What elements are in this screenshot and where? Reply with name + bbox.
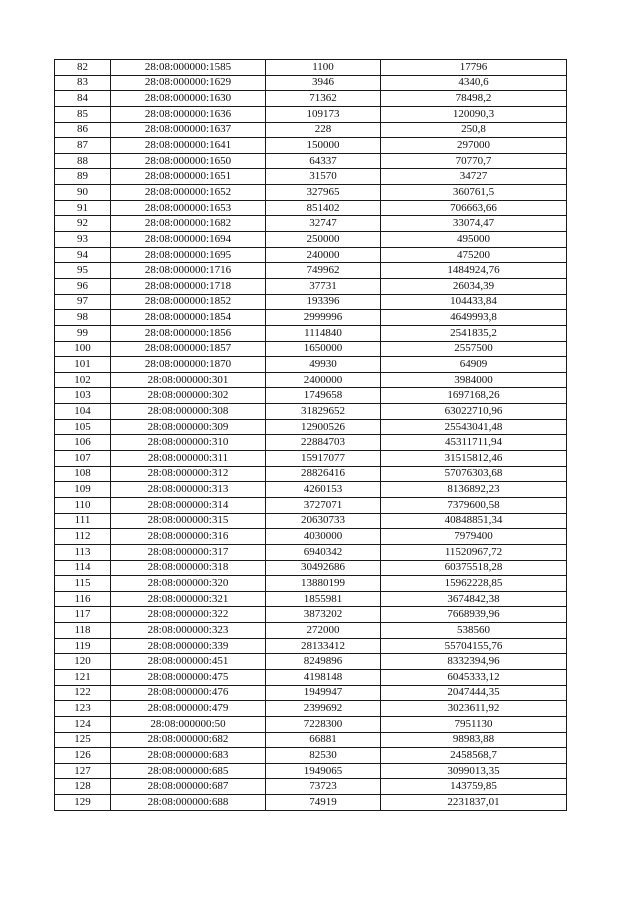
row-number-cell: 122: [55, 685, 111, 701]
cadastral-number-cell: 28:08:000000:311: [111, 451, 266, 467]
table-row: [55, 435, 567, 451]
area-value-cell: 1650000: [266, 341, 381, 357]
cadastral-number-cell: 28:08:000000:309: [111, 419, 266, 435]
amount-value-cell: 475200: [381, 247, 567, 263]
area-value-cell: 22884703: [266, 435, 381, 451]
row-number-cell: 100: [55, 341, 111, 357]
cadastral-number-cell: 28:08:000000:451: [111, 654, 266, 670]
area-value-cell: 12900526: [266, 419, 381, 435]
row-number-cell: 121: [55, 669, 111, 685]
table-row: [55, 404, 567, 420]
row-number-cell: 127: [55, 763, 111, 779]
cadastral-number-cell: 28:08:000000:322: [111, 607, 266, 623]
row-number-cell: 96: [55, 278, 111, 294]
area-value-cell: 1114840: [266, 325, 381, 341]
amount-value-cell: 3674842,38: [381, 591, 567, 607]
table-row: [55, 372, 567, 388]
area-value-cell: 82530: [266, 748, 381, 764]
row-number-cell: 129: [55, 795, 111, 811]
row-number-cell: 83: [55, 75, 111, 91]
amount-value-cell: 8136892,23: [381, 482, 567, 498]
row-number-cell: 91: [55, 200, 111, 216]
area-value-cell: 1949947: [266, 685, 381, 701]
table-row: [55, 669, 567, 685]
cadastral-number-cell: 28:08:000000:313: [111, 482, 266, 498]
cadastral-number-cell: 28:08:000000:1637: [111, 122, 266, 138]
area-value-cell: 74919: [266, 795, 381, 811]
row-number-cell: 115: [55, 576, 111, 592]
cadastral-number-cell: 28:08:000000:314: [111, 497, 266, 513]
area-value-cell: 31570: [266, 169, 381, 185]
row-number-cell: 86: [55, 122, 111, 138]
area-value-cell: 71362: [266, 91, 381, 107]
amount-value-cell: 98983,88: [381, 732, 567, 748]
amount-value-cell: 360761,5: [381, 185, 567, 201]
area-value-cell: 3727071: [266, 497, 381, 513]
cadastral-number-cell: 28:08:000000:1694: [111, 232, 266, 248]
cadastral-number-cell: 28:08:000000:1641: [111, 138, 266, 154]
area-value-cell: 73723: [266, 779, 381, 795]
table-row: [55, 451, 567, 467]
row-number-cell: 108: [55, 466, 111, 482]
table-row: [55, 623, 567, 639]
table-row: [55, 419, 567, 435]
cadastral-number-cell: 28:08:000000:1650: [111, 153, 266, 169]
cadastral-number-cell: 28:08:000000:1870: [111, 357, 266, 373]
amount-value-cell: 40848851,34: [381, 513, 567, 529]
table-row: [55, 748, 567, 764]
area-value-cell: 8249896: [266, 654, 381, 670]
amount-value-cell: 706663,66: [381, 200, 567, 216]
area-value-cell: 31829652: [266, 404, 381, 420]
area-value-cell: 327965: [266, 185, 381, 201]
row-number-cell: 120: [55, 654, 111, 670]
area-value-cell: 193396: [266, 294, 381, 310]
area-value-cell: 4030000: [266, 529, 381, 545]
row-number-cell: 125: [55, 732, 111, 748]
table-row: [55, 544, 567, 560]
cadastral-number-cell: 28:08:000000:1856: [111, 325, 266, 341]
table-body: [55, 60, 567, 811]
area-value-cell: 240000: [266, 247, 381, 263]
amount-value-cell: 2541835,2: [381, 325, 567, 341]
amount-value-cell: 11520967,72: [381, 544, 567, 560]
table-row: [55, 341, 567, 357]
row-number-cell: 90: [55, 185, 111, 201]
amount-value-cell: 4649993,8: [381, 310, 567, 326]
row-number-cell: 92: [55, 216, 111, 232]
cadastral-number-cell: 28:08:000000:308: [111, 404, 266, 420]
row-number-cell: 107: [55, 451, 111, 467]
table-row: [55, 185, 567, 201]
cadastral-table: [54, 59, 567, 811]
area-value-cell: 150000: [266, 138, 381, 154]
amount-value-cell: 33074,47: [381, 216, 567, 232]
table-row: [55, 779, 567, 795]
amount-value-cell: 60375518,28: [381, 560, 567, 576]
amount-value-cell: 31515812,46: [381, 451, 567, 467]
row-number-cell: 126: [55, 748, 111, 764]
row-number-cell: 101: [55, 357, 111, 373]
cadastral-number-cell: 28:08:000000:312: [111, 466, 266, 482]
row-number-cell: 94: [55, 247, 111, 263]
table-row: [55, 106, 567, 122]
cadastral-number-cell: 28:08:000000:1716: [111, 263, 266, 279]
area-value-cell: 7228300: [266, 716, 381, 732]
amount-value-cell: 17796: [381, 60, 567, 76]
row-number-cell: 102: [55, 372, 111, 388]
row-number-cell: 97: [55, 294, 111, 310]
cadastral-number-cell: 28:08:000000:475: [111, 669, 266, 685]
cadastral-number-cell: 28:08:000000:320: [111, 576, 266, 592]
area-value-cell: 3873202: [266, 607, 381, 623]
row-number-cell: 119: [55, 638, 111, 654]
area-value-cell: 4198148: [266, 669, 381, 685]
table-row: [55, 200, 567, 216]
table-row: [55, 278, 567, 294]
area-value-cell: 749962: [266, 263, 381, 279]
table-row: [55, 325, 567, 341]
row-number-cell: 114: [55, 560, 111, 576]
cadastral-number-cell: 28:08:000000:1857: [111, 341, 266, 357]
table-row: [55, 357, 567, 373]
table-row: [55, 529, 567, 545]
table-row: [55, 310, 567, 326]
table-row: [55, 732, 567, 748]
amount-value-cell: 297000: [381, 138, 567, 154]
amount-value-cell: 2557500: [381, 341, 567, 357]
area-value-cell: 64337: [266, 153, 381, 169]
table-row: [55, 263, 567, 279]
table-row: [55, 763, 567, 779]
cadastral-number-cell: 28:08:000000:1653: [111, 200, 266, 216]
cadastral-number-cell: 28:08:000000:50: [111, 716, 266, 732]
area-value-cell: 28133412: [266, 638, 381, 654]
cadastral-number-cell: 28:08:000000:1652: [111, 185, 266, 201]
amount-value-cell: 57076303,68: [381, 466, 567, 482]
cadastral-number-cell: 28:08:000000:1636: [111, 106, 266, 122]
amount-value-cell: 26034,39: [381, 278, 567, 294]
row-number-cell: 109: [55, 482, 111, 498]
area-value-cell: 272000: [266, 623, 381, 639]
amount-value-cell: 120090,3: [381, 106, 567, 122]
row-number-cell: 117: [55, 607, 111, 623]
cadastral-number-cell: 28:08:000000:317: [111, 544, 266, 560]
cadastral-number-cell: 28:08:000000:1630: [111, 91, 266, 107]
amount-value-cell: 70770,7: [381, 153, 567, 169]
amount-value-cell: 4340,6: [381, 75, 567, 91]
table-row: [55, 388, 567, 404]
amount-value-cell: 7979400: [381, 529, 567, 545]
cadastral-number-cell: 28:08:000000:323: [111, 623, 266, 639]
amount-value-cell: 3099013,35: [381, 763, 567, 779]
amount-value-cell: 7951130: [381, 716, 567, 732]
cadastral-number-cell: 28:08:000000:1695: [111, 247, 266, 263]
cadastral-number-cell: 28:08:000000:476: [111, 685, 266, 701]
table-row: [55, 216, 567, 232]
cadastral-number-cell: 28:08:000000:685: [111, 763, 266, 779]
amount-value-cell: 25543041,48: [381, 419, 567, 435]
table-row: [55, 795, 567, 811]
row-number-cell: 118: [55, 623, 111, 639]
cadastral-number-cell: 28:08:000000:687: [111, 779, 266, 795]
cadastral-number-cell: 28:08:000000:683: [111, 748, 266, 764]
amount-value-cell: 2231837,01: [381, 795, 567, 811]
area-value-cell: 1949065: [266, 763, 381, 779]
row-number-cell: 103: [55, 388, 111, 404]
area-value-cell: 15917077: [266, 451, 381, 467]
table-row: [55, 685, 567, 701]
area-value-cell: 20630733: [266, 513, 381, 529]
cadastral-number-cell: 28:08:000000:1854: [111, 310, 266, 326]
amount-value-cell: 1697168,26: [381, 388, 567, 404]
cadastral-number-cell: 28:08:000000:1629: [111, 75, 266, 91]
cadastral-number-cell: 28:08:000000:1585: [111, 60, 266, 76]
row-number-cell: 89: [55, 169, 111, 185]
table-row: [55, 153, 567, 169]
area-value-cell: 49930: [266, 357, 381, 373]
cadastral-number-cell: 28:08:000000:1852: [111, 294, 266, 310]
row-number-cell: 128: [55, 779, 111, 795]
row-number-cell: 113: [55, 544, 111, 560]
cadastral-number-cell: 28:08:000000:315: [111, 513, 266, 529]
area-value-cell: 250000: [266, 232, 381, 248]
row-number-cell: 93: [55, 232, 111, 248]
table-row: [55, 122, 567, 138]
row-number-cell: 95: [55, 263, 111, 279]
row-number-cell: 123: [55, 701, 111, 717]
table-row: [55, 75, 567, 91]
amount-value-cell: 250,8: [381, 122, 567, 138]
cadastral-number-cell: 28:08:000000:1718: [111, 278, 266, 294]
table-row: [55, 138, 567, 154]
table-row: [55, 169, 567, 185]
row-number-cell: 116: [55, 591, 111, 607]
amount-value-cell: 495000: [381, 232, 567, 248]
cadastral-number-cell: 28:08:000000:339: [111, 638, 266, 654]
area-value-cell: 2999996: [266, 310, 381, 326]
cadastral-number-cell: 28:08:000000:682: [111, 732, 266, 748]
amount-value-cell: 64909: [381, 357, 567, 373]
area-value-cell: 4260153: [266, 482, 381, 498]
amount-value-cell: 2047444,35: [381, 685, 567, 701]
table-row: [55, 513, 567, 529]
row-number-cell: 84: [55, 91, 111, 107]
table-row: [55, 497, 567, 513]
table-row: [55, 247, 567, 263]
amount-value-cell: 34727: [381, 169, 567, 185]
area-value-cell: 66881: [266, 732, 381, 748]
area-value-cell: 13880199: [266, 576, 381, 592]
amount-value-cell: 7379600,58: [381, 497, 567, 513]
amount-value-cell: 15962228,85: [381, 576, 567, 592]
amount-value-cell: 7668939,96: [381, 607, 567, 623]
area-value-cell: 2400000: [266, 372, 381, 388]
amount-value-cell: 3023611,92: [381, 701, 567, 717]
area-value-cell: 6940342: [266, 544, 381, 560]
cadastral-number-cell: 28:08:000000:302: [111, 388, 266, 404]
table-row: [55, 91, 567, 107]
area-value-cell: 228: [266, 122, 381, 138]
amount-value-cell: 1484924,76: [381, 263, 567, 279]
cadastral-number-cell: 28:08:000000:310: [111, 435, 266, 451]
area-value-cell: 28826416: [266, 466, 381, 482]
cadastral-number-cell: 28:08:000000:1651: [111, 169, 266, 185]
table-row: [55, 232, 567, 248]
area-value-cell: 3946: [266, 75, 381, 91]
area-value-cell: 1100: [266, 60, 381, 76]
table-row: [55, 591, 567, 607]
amount-value-cell: 45311711,94: [381, 435, 567, 451]
amount-value-cell: 55704155,76: [381, 638, 567, 654]
amount-value-cell: 3984000: [381, 372, 567, 388]
row-number-cell: 98: [55, 310, 111, 326]
table-row: [55, 638, 567, 654]
cadastral-number-cell: 28:08:000000:321: [111, 591, 266, 607]
amount-value-cell: 8332394,96: [381, 654, 567, 670]
row-number-cell: 88: [55, 153, 111, 169]
cadastral-number-cell: 28:08:000000:479: [111, 701, 266, 717]
row-number-cell: 99: [55, 325, 111, 341]
table-row: [55, 576, 567, 592]
row-number-cell: 106: [55, 435, 111, 451]
cadastral-number-cell: 28:08:000000:301: [111, 372, 266, 388]
table-row: [55, 716, 567, 732]
row-number-cell: 112: [55, 529, 111, 545]
table-row: [55, 701, 567, 717]
table-row: [55, 607, 567, 623]
area-value-cell: 851402: [266, 200, 381, 216]
cadastral-number-cell: 28:08:000000:688: [111, 795, 266, 811]
amount-value-cell: 143759,85: [381, 779, 567, 795]
amount-value-cell: 6045333,12: [381, 669, 567, 685]
cadastral-number-cell: 28:08:000000:318: [111, 560, 266, 576]
row-number-cell: 104: [55, 404, 111, 420]
row-number-cell: 111: [55, 513, 111, 529]
amount-value-cell: 538560: [381, 623, 567, 639]
area-value-cell: 37731: [266, 278, 381, 294]
table-row: [55, 466, 567, 482]
row-number-cell: 82: [55, 60, 111, 76]
area-value-cell: 1749658: [266, 388, 381, 404]
area-value-cell: 1855981: [266, 591, 381, 607]
table-row: [55, 654, 567, 670]
table-row: [55, 482, 567, 498]
amount-value-cell: 63022710,96: [381, 404, 567, 420]
cadastral-number-cell: 28:08:000000:1682: [111, 216, 266, 232]
area-value-cell: 32747: [266, 216, 381, 232]
row-number-cell: 87: [55, 138, 111, 154]
row-number-cell: 85: [55, 106, 111, 122]
row-number-cell: 124: [55, 716, 111, 732]
amount-value-cell: 78498,2: [381, 91, 567, 107]
cadastral-number-cell: 28:08:000000:316: [111, 529, 266, 545]
row-number-cell: 105: [55, 419, 111, 435]
area-value-cell: 30492686: [266, 560, 381, 576]
table-row: [55, 560, 567, 576]
table-row: [55, 60, 567, 76]
area-value-cell: 2399692: [266, 701, 381, 717]
amount-value-cell: 104433,84: [381, 294, 567, 310]
area-value-cell: 109173: [266, 106, 381, 122]
amount-value-cell: 2458568,7: [381, 748, 567, 764]
row-number-cell: 110: [55, 497, 111, 513]
table-row: [55, 294, 567, 310]
